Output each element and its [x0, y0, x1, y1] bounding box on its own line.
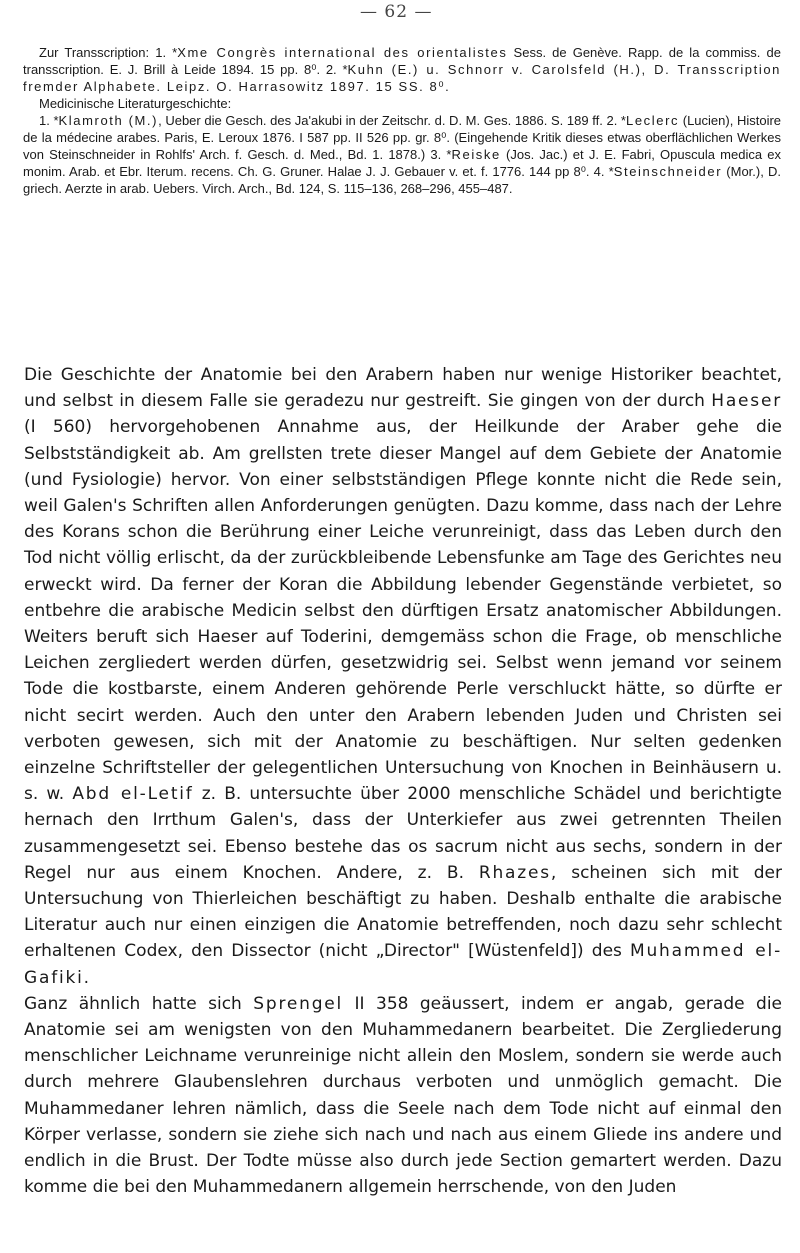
page-number: — 62 — [360, 2, 433, 22]
text-run: II 358 geäussert, indem er angab, gerade die Anatomie sei am wenigsten von den Muhammedanern bearbeitet. Die Zergliederung menschlicher Leichname verunreinige nicht allein den Moslem, sondern sie werde auch durch mehrere Glaubenslehren durchaus verboten und unmöglich gemacht. Die Muhammedaner lehren nämlich, dass die Seele nach dem Tode nicht auf einmal den Körper verlasse, sondern sie ziehe sich nach und nach aus einem Gliede ins andere und endlich in die Brust. Der Todte müsse also durch jede Section gemartert werden. Dazu komme die bei den Muhammedanern allgemein herrschende, von den Juden [24, 993, 782, 1198]
text-run: (Jos. Jac.) et J. E. Fabri, Opuscula medica ex monim. Arab. et Ebr. Iterum. recens. Ch. G. Gruner. Halae J. J. Gebauer v. et. f. 1776. 144 pp 8⁰. 4. * [23, 147, 781, 179]
person-name: Sprengel [253, 993, 344, 1014]
bibliography-notes [23, 44, 781, 197]
author-name: Steinschneider [613, 164, 723, 179]
text-run: (I 560) hervorgehobenen Annahme aus, der Heilkunde der Araber gehe die Selbstständigkeit ab. Am grellsten trete dieser Mangel auf dem Gebiete der Anatomie (und Fysiologie) hervor. Von einer selbstständigen Pflege konnte nicht die Rede sein, weil Galen's Schriften allen Anforderungen genügten. Dazu komme, dass nach der Lehre des Korans schon die Berührung einer Leiche verunreinigt, dass das Leben durch den Tod nicht völlig erlischt, da der zurückbleibende Lebensfunke am Tage des Gerichtes neu erweckt wird. Da ferner der Koran die Abbildung lebender Gegenstände verbietet, so entbehre die arabische Medicin selbst den dürftigen Ersatz anatomischer Abbildungen. Weiters beruft sich Haeser auf Toderini, demgemäss schon die Frage, ob menschliche Leichen zergliedert werden dürfen, gesetzwidrig sei. Selbst wenn jemand vor seinem Tode die kostbarste, einem Anderen gehörende Perle verschluckt hätte, so dürfte er nicht secirt werden. Auch den unter den Arabern lebenden Juden und Christen sei verboten gewesen, sich mit der Anatomie zu beschäftigen. Nur selten gedenken einzelne Schriftsteller der gelegentlichen Untersuchung von Knochen in Beinhäusern u. s. w. [24, 417, 782, 805]
text-run: 1. * [39, 113, 59, 128]
author-name: Klamroth (M.) [58, 113, 159, 128]
paragraph-1 [24, 362, 782, 991]
text-run: Sess. de Genève. Rapp. de la commiss. de transscription. E. J. Brill à Leide 1894. 15 pp. 8⁰. 2. * [23, 45, 781, 77]
person-name: Haeser [711, 391, 782, 412]
text-run: Ganz ähnlich hatte sich [24, 993, 254, 1014]
author-name: Leclerc [626, 113, 680, 128]
text-run: . [83, 967, 90, 988]
transcription-references [23, 44, 781, 95]
text-run: Die Geschichte der Anatomie bei den Arabern haben nur wenige Historiker beachtet, und selbst in diesem Falle sie geradezu nur gestreift. Sie gingen von der durch [24, 365, 782, 412]
text-run: Xme Congrès international des orientalistes [177, 45, 508, 60]
literature-heading: Medicinische Literaturgeschichte: [39, 96, 232, 111]
text-run: z. B. untersuchte über 2000 menschliche Schädel und berichtigte hernach den Irrthum Galen's, dass der Unterkiefer aus zwei getrennten Theilen zusammengesetzt sei. Ebenso bestehe das os sacrum nicht aus sechs, sondern in der Regel nur aus einem Knochen. Andere, z. B. [24, 784, 782, 883]
text-run: , Ueber die Gesch. des Ja'akubi in der Zeitschr. d. D. M. Ges. 1886. S. 189 ff. 2. * [158, 113, 626, 128]
literature-references [23, 112, 781, 197]
person-name: Muhammed el-Gafiki [24, 941, 782, 988]
text-run: , scheinen sich mit der Untersuchung von Thierleichen beschäftigt zu haben. Deshalb enthalte die arabische Literatur auch nur einen einzigen die Anatomie betreffenden, noch dazu sehr schlecht erhaltenen Codex, den Dissector (nicht „Director" [Wüstenfeld]) des [24, 862, 782, 962]
text-run: Kuhn (E.) u. Schnorr v. Carolsfeld (H.), D. Transscription fremder Alphabete. Leipz. O. Harrasowitz 1897. 15 SS. 8⁰. [23, 62, 781, 94]
text-run: Zur Transscription: 1. * [39, 45, 178, 60]
author-name: Reiske [451, 147, 501, 162]
paragraph-2 [24, 991, 782, 1201]
text-run: (Lucien), Histoire de la médecine arabes. Paris, E. Leroux 1876. I 587 pp. II 526 pp. gr. 8⁰. (Eingehende Kritik dieses etwas oberflächlichen Werkes von Steinschneider in Rohlfs' Arch. f. Gesch. d. Med., Bd. 1. 1878.) 3. * [23, 113, 782, 162]
main-text [24, 362, 782, 1201]
text-run: (Mor.), D. griech. Aerzte in arab. Uebers. Virch. Arch., Bd. 124, S. 115–136, 268–296, 455–487. [23, 164, 781, 196]
person-name: Rhazes [478, 862, 551, 883]
person-name: Abd el-Letif [72, 784, 194, 805]
